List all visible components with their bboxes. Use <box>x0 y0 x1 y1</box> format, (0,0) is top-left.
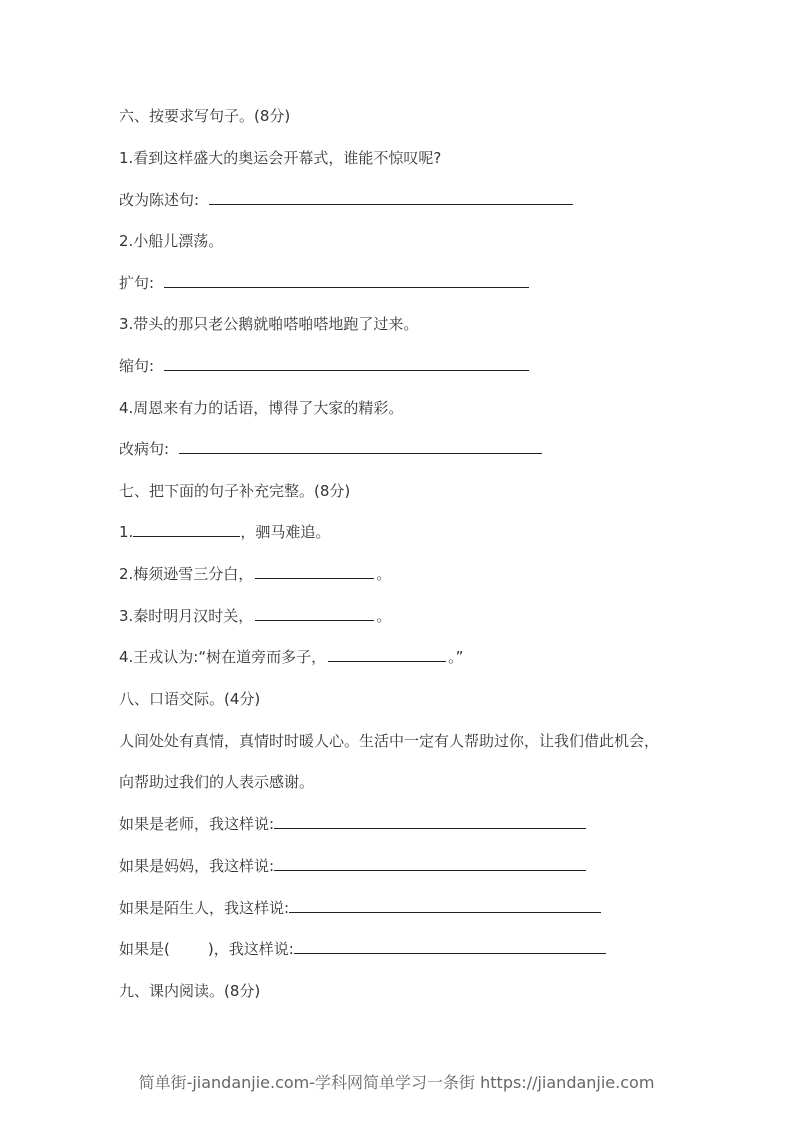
section-8-heading: 八、口语交际。(4分) <box>119 690 261 708</box>
answer-blank[interactable] <box>255 606 374 621</box>
suffix: 。 <box>376 565 392 583</box>
answer-row <box>119 356 531 376</box>
prompt-label: 如果是妈妈，我这样说: <box>119 857 275 875</box>
question-text: 3.带头的那只老公鹅就啪嗒啪嗒地跑了过来。 <box>119 315 419 333</box>
prompt-label: 改为陈述句: <box>119 191 200 209</box>
prefix: 3.秦时明月汉时关， <box>119 607 254 625</box>
answer-blank[interactable] <box>255 564 374 579</box>
question-text: 1.看到这样盛大的奥运会开幕式，谁能不惊叹呢? <box>119 149 442 167</box>
answer-blank[interactable] <box>179 439 542 454</box>
suffix: ，驷马难追。 <box>240 523 331 541</box>
answer-row <box>119 273 531 293</box>
prompt-label: 扩句: <box>119 274 155 292</box>
prompt-label: 缩句: <box>119 357 155 375</box>
suffix: 。” <box>448 648 464 666</box>
answer-row <box>119 814 586 834</box>
fill-row <box>119 522 330 542</box>
answer-blank[interactable] <box>274 814 586 829</box>
prompt-label: 如果是陌生人，我这样说: <box>119 899 290 917</box>
paragraph-line: 向帮助过我们的人表示感谢。 <box>119 773 315 791</box>
answer-blank[interactable] <box>133 522 240 537</box>
answer-row <box>119 856 586 876</box>
prefix: 2.梅须逊雪三分白， <box>119 565 254 583</box>
answer-row <box>119 939 606 959</box>
answer-blank[interactable] <box>294 939 606 954</box>
prompt-label: 如果是( <box>119 940 170 958</box>
prompt-label: 改病句: <box>119 440 170 458</box>
answer-row <box>119 898 601 918</box>
prefix: 1. <box>119 523 134 541</box>
prompt-label: 如果是老师，我这样说: <box>119 815 275 833</box>
answer-blank[interactable] <box>209 190 573 205</box>
prompt-label: )，我这样说: <box>207 940 294 958</box>
suffix: 。 <box>376 607 392 625</box>
answer-row <box>119 439 544 459</box>
answer-blank[interactable] <box>328 647 446 662</box>
answer-blank[interactable] <box>274 856 586 871</box>
section-6-heading: 六、按要求写句子。(8分) <box>119 107 291 125</box>
answer-blank[interactable] <box>289 898 601 913</box>
answer-blank[interactable] <box>164 356 529 371</box>
prefix: 4.王戎认为:“树在道旁而多子， <box>119 648 327 666</box>
answer-blank[interactable] <box>164 273 529 288</box>
section-9-heading: 九、课内阅读。(8分) <box>119 982 261 1000</box>
fill-row <box>119 564 391 584</box>
fill-row <box>119 647 463 667</box>
footer-watermark: 简单街-jiandanjie.com-学科网简单学习一条街 https://jiandanjie.com <box>138 1073 655 1092</box>
answer-row <box>119 190 575 210</box>
paragraph-line: 人间处处有真情，真情时时暖人心。生活中一定有人帮助过你，让我们借此机会， <box>119 732 660 750</box>
section-7-heading: 七、把下面的句子补充完整。(8分) <box>119 482 351 500</box>
question-text: 4.周恩来有力的话语，博得了大家的精彩。 <box>119 399 404 417</box>
fill-row <box>119 606 391 626</box>
question-text: 2.小船儿漂荡。 <box>119 232 224 250</box>
